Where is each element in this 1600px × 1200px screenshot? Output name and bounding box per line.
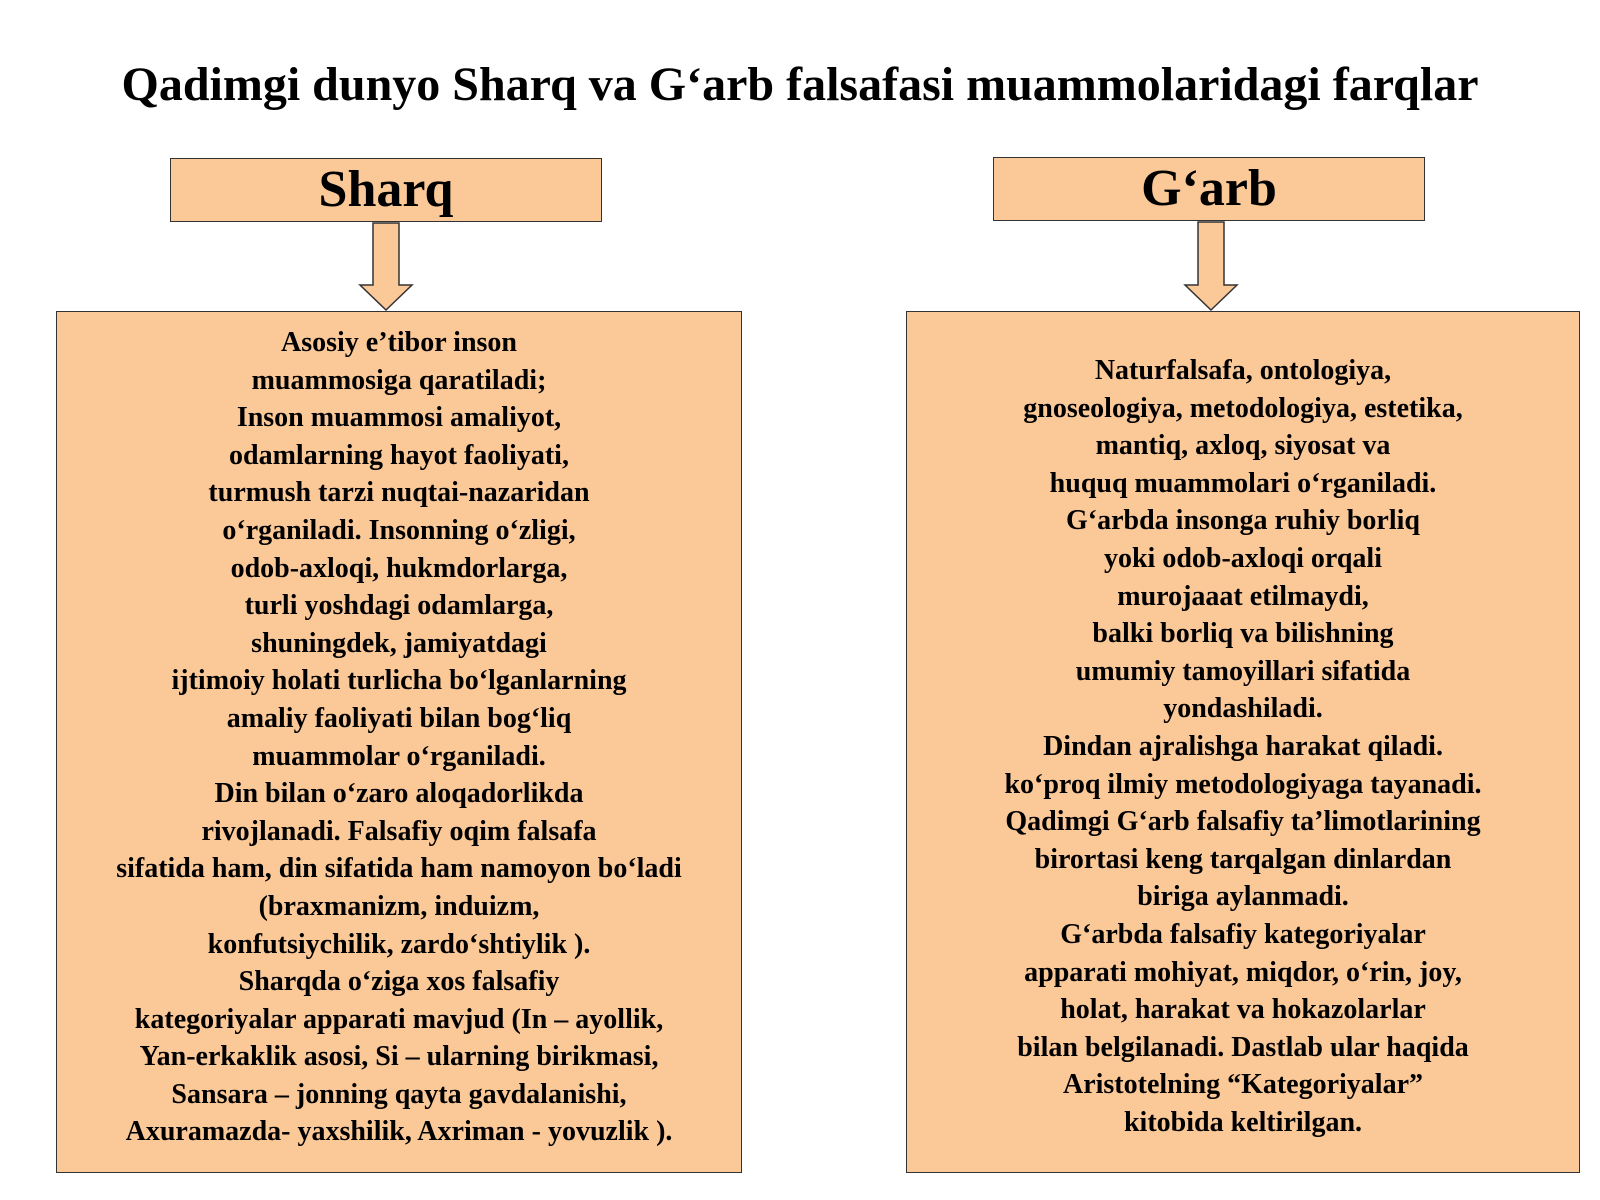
sharq-text-line: rivojlanadi. Falsafiy oqim falsafa	[201, 815, 597, 847]
sharq-down-arrow-icon	[358, 222, 414, 312]
sharq-text-line: ijtimoiy holati turlicha bo‘lganlarning	[171, 665, 627, 697]
sharq-content-box	[56, 311, 742, 1173]
garb-text-line: balki borliq va bilishning	[1092, 618, 1394, 650]
sharq-text-line: turmush tarzi nuqtai-nazaridan	[208, 477, 590, 509]
sharq-header-label: Sharq	[318, 161, 454, 218]
sharq-text-line: Inson muammosi amaliyot,	[236, 402, 562, 434]
garb-text-line: murojaaat etilmaydi,	[1117, 580, 1369, 612]
sharq-text-line: Sansara – jonning qayta gavdalanishi,	[171, 1078, 627, 1110]
sharq-header-box	[170, 158, 602, 222]
garb-header-label: G‘arb	[1141, 160, 1277, 217]
garb-text-line: Dindan ajralishga harakat qiladi.	[1043, 730, 1443, 762]
sharq-text-line: turli yoshdagi odamlarga,	[244, 590, 554, 622]
sharq-text-line: kategoriyalar apparati mavjud (In – ayollik,	[134, 1003, 664, 1035]
garb-text-line: ko‘proq ilmiy metodologiyaga tayanadi.	[1004, 768, 1482, 800]
garb-text-line: apparati mohiyat, miqdor, o‘rin, joy,	[1024, 956, 1462, 988]
sharq-text-line: sifatida ham, din sifatida ham namoyon bo‘ladi	[116, 853, 682, 885]
sharq-text-line: Yan-erkaklik asosi, Si – ularning birikmasi,	[139, 1041, 659, 1073]
garb-text-line: huquq muammolari o‘rganiladi.	[1049, 467, 1437, 499]
garb-text-line: Qadimgi G‘arb falsafiy ta’limotlarining	[1005, 806, 1481, 838]
sharq-text-line: o‘rganiladi. Insonning o‘zligi,	[222, 514, 576, 546]
sharq-text-line: Sharqda o‘ziga xos falsafiy	[238, 966, 560, 998]
garb-text-line: yondashiladi.	[1163, 693, 1323, 725]
garb-text-line: Naturfalsafa, ontologiya,	[1094, 355, 1392, 386]
sharq-text-line: Din bilan o‘zaro aloqadorlikda	[214, 778, 584, 810]
garb-text-line: G‘arbda insonga ruhiy borliq	[1066, 505, 1420, 537]
sharq-text-line: muammolar o‘rganiladi.	[252, 740, 546, 772]
sharq-text-line: muammosiga qaratiladi;	[251, 364, 547, 396]
garb-text-line: yoki odob-axloqi orqali	[1103, 542, 1382, 574]
garb-header-box	[993, 157, 1425, 221]
garb-text-line: kitobida keltirilgan.	[1123, 1106, 1363, 1138]
garb-content-box	[906, 311, 1580, 1173]
garb-text-line: biriga aylanmadi.	[1137, 881, 1349, 913]
garb-text-line: birortasi keng tarqalgan dinlardan	[1034, 843, 1452, 875]
garb-text-line: bilan belgilanadi. Dastlab ular haqida	[1017, 1031, 1469, 1063]
garb-text-line: umumiy tamoyillari sifatida	[1075, 655, 1411, 687]
garb-text-line: G‘arbda falsafiy kategoriyalar	[1060, 918, 1426, 950]
sharq-text-line: konfutsiychilik, zardo‘shtiylik ).	[207, 928, 591, 960]
garb-down-arrow-icon	[1183, 221, 1239, 312]
garb-text-line: holat, harakat va hokazolarlar	[1060, 994, 1426, 1026]
sharq-text-line: amaliy faoliyati bilan bog‘liq	[226, 702, 572, 734]
sharq-text-line: shuningdek, jamiyatdagi	[251, 627, 547, 659]
sharq-text-line: Axuramazda- yaxshilik, Axriman - yovuzlik ).	[125, 1116, 673, 1148]
sharq-text-line: Asosiy e’tibor inson	[281, 327, 517, 358]
sharq-text-line: odob-axloqi, hukmdorlarga,	[230, 552, 568, 584]
slide-title: Qadimgi dunyo Sharq va G‘arb falsafasi muammolaridagi farqlar	[121, 58, 1479, 111]
sharq-text-line: (braxmanizm, induizm,	[258, 890, 540, 922]
garb-text-line: mantiq, axloq, siyosat va	[1095, 430, 1391, 462]
sharq-text-line: odamlarning hayot faoliyati,	[229, 439, 569, 471]
garb-text-line: gnoseologiya, metodologiya, estetika,	[1023, 392, 1463, 424]
garb-text-line: Aristotelning “Kategoriyalar”	[1062, 1069, 1424, 1101]
